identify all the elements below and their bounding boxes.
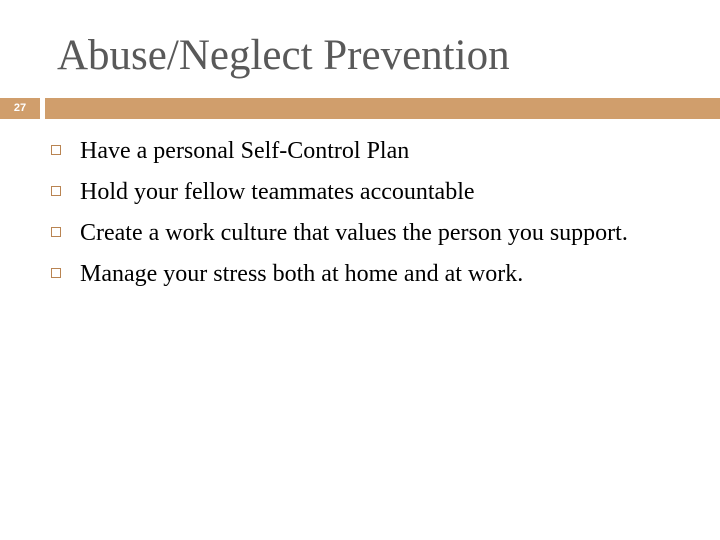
slide-title: Abuse/Neglect Prevention [57,32,510,79]
bullet-text: Manage your stress both at home and at work. [80,261,524,287]
slide-number: 27 [13,102,27,114]
bullet-list [0,135,720,291]
bullet-item [0,217,720,250]
bullet-text: Have a personal Self-Control Plan [80,138,410,164]
title-accent-bar [45,98,720,119]
bullet-item [0,176,720,209]
hollow-square-bullet-icon [51,268,61,278]
hollow-square-bullet-icon [51,145,61,155]
bullet-text: Hold your fellow teammates accountable [80,179,475,205]
bullet-item [0,135,720,168]
hollow-square-bullet-icon [51,227,61,237]
bullet-item [0,258,720,291]
bullet-text: Create a work culture that values the person you support. [80,220,628,246]
hollow-square-bullet-icon [51,186,61,196]
